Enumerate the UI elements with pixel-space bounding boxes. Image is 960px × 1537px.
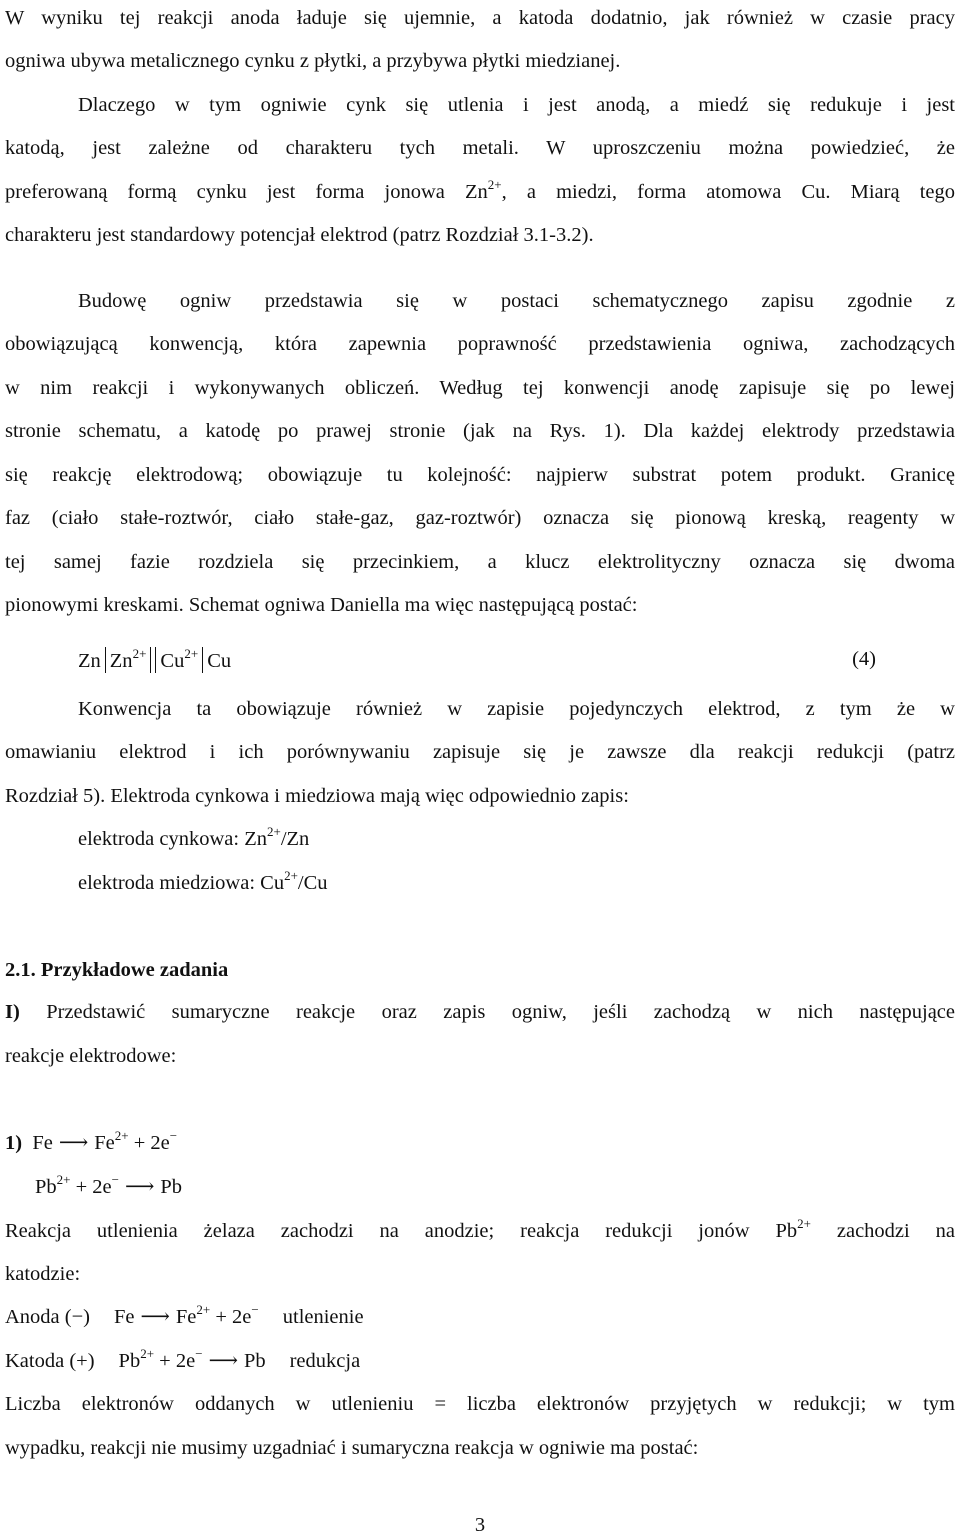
text-line: charakteru jest standardowy potencjał elektrod (patrz Rozdział 3.1-3.2). <box>5 224 594 246</box>
text-segment: elektroda cynkowa: Zn <box>78 828 267 850</box>
text-segment: ) <box>83 1306 90 1328</box>
scheme-zn: Zn <box>78 650 101 672</box>
superscript-charge: − <box>251 1302 259 1317</box>
text-segment: Przedstawić sumaryczne reakcje oraz zapis ogniw, jeśli zachodzą w nich następujące <box>19 1001 955 1023</box>
electrons: + 2e <box>75 1176 112 1198</box>
reaction-line <box>5 1128 955 1155</box>
text-segment: /Zn <box>280 828 310 850</box>
reactant: Fe <box>32 1132 53 1154</box>
superscript-charge: 2+ <box>284 868 298 883</box>
product: Fe <box>94 1132 115 1154</box>
text-line: się reakcję elektrodową; obowiązuje tu kolejność: najpierw substrat potem produkt. Granicę <box>5 464 955 486</box>
text-line <box>5 1216 955 1243</box>
reaction-line <box>35 1172 960 1199</box>
page-number: 3 <box>474 1514 486 1536</box>
scheme-cu-ion: Cu <box>160 650 185 672</box>
arrow-icon: ⟶ <box>125 1176 155 1198</box>
superscript-charge: 2+ <box>184 646 199 661</box>
text-line: omawianiu elektrod i ich porównywaniu zapisuje się je zawsze dla reakcji redukcji (patrz <box>5 741 955 763</box>
reaction-type: utlenienie <box>282 1306 364 1328</box>
text-line: faz (ciało stałe-roztwór, ciało stałe-gaz, gaz-roztwór) oznacza się pionową kreską, reagenty w <box>5 507 955 529</box>
superscript-charge: 2+ <box>266 824 281 839</box>
text-line: Budowę ogniw przedstawia się w postaci schematycznego zapisu zgodnie z <box>78 290 955 312</box>
salt-bridge <box>150 647 156 673</box>
reactant: Pb <box>35 1176 57 1198</box>
text-segment: zachodzi na <box>810 1220 955 1242</box>
superscript-charge: 2+ <box>114 1128 129 1143</box>
reactant: Fe <box>114 1306 135 1328</box>
electrons: + 2e <box>215 1306 252 1328</box>
product: Fe <box>175 1306 197 1328</box>
arrow-icon: ⟶ <box>208 1350 238 1372</box>
text-line: Rozdział 5). Elektroda cynkowa i miedziowa mają więc odpowiednio zapis: <box>5 785 629 807</box>
electrons: + 2e <box>133 1132 170 1154</box>
text-line: reakcje elektrodowe: <box>5 1045 177 1067</box>
scheme-cu: Cu <box>207 650 232 672</box>
product: Pb <box>243 1350 266 1372</box>
text-segment: Reakcja utlenienia żelaza zachodzi na anodzie; reakcja redukcji jonów Pb <box>5 1220 798 1242</box>
superscript-charge: 2+ <box>140 1346 155 1361</box>
superscript-charge: 2+ <box>196 1302 211 1317</box>
equation-number: (4) <box>852 648 876 670</box>
text-line <box>5 1000 955 1024</box>
electrode-notation <box>78 868 960 895</box>
text-line: stronie schematu, a katodę po prawej stronie (jak na Rys. 1). Dla każdej elektrody przedstawia <box>5 420 955 442</box>
text-line: obowiązującą konwencją, która zapewnia poprawność przedstawienia ogniwa, zachodzących <box>5 333 955 355</box>
text-line: katodą, jest zależne od charakteru tych metali. W uproszczeniu można powiedzieć, że <box>5 137 955 159</box>
section-heading: 2.1. Przykładowe zadania <box>5 959 229 981</box>
half-reaction-cathode <box>5 1346 955 1373</box>
phase-boundary <box>105 647 106 673</box>
text-segment: , a miedzi, forma atomowa Cu. Miarą tego <box>501 181 955 203</box>
text-segment: Anoda ( <box>5 1306 72 1328</box>
text-segment: /Cu <box>297 872 328 894</box>
superscript-charge: − <box>195 1346 203 1361</box>
product: Pb <box>160 1176 183 1198</box>
text-line: Konwencja ta obowiązuje również w zapisie pojedynczych elektrod, z tym że w <box>78 698 955 720</box>
superscript-charge: 2+ <box>797 1216 811 1231</box>
cell-scheme <box>78 647 938 673</box>
text-line: katodzie: <box>5 1263 81 1285</box>
anode-sign: − <box>71 1306 84 1328</box>
scheme-zn-ion: Zn <box>109 650 133 672</box>
superscript-charge: 2+ <box>56 1172 71 1187</box>
electrode-notation <box>78 824 960 851</box>
task-number: I) <box>5 1001 20 1023</box>
half-reaction-anode <box>5 1302 955 1329</box>
text-line: W wyniku tej reakcji anoda ładuje się ujemnie, a katoda dodatnio, jak również w czasie pracy <box>5 7 955 29</box>
arrow-icon: ⟶ <box>58 1132 89 1154</box>
superscript-charge: 2+ <box>132 646 147 661</box>
text-line: ogniwa ubywa metalicznego cynku z płytki, a przybywa płytki miedzianej. <box>5 50 621 72</box>
text-line: w nim reakcji i wykonywanych obliczeń. Według tej konwencji anodę zapisuje się po lewej <box>5 377 955 399</box>
text-line: Dlaczego w tym ogniwie cynk się utlenia i jest anodą, a miedź się redukuje i jest <box>78 94 955 116</box>
arrow-icon: ⟶ <box>140 1306 170 1328</box>
text-line <box>5 177 955 204</box>
text-segment: Katoda (+) <box>5 1350 95 1372</box>
reaction-type: redukcja <box>289 1350 361 1372</box>
superscript-charge: − <box>111 1172 120 1187</box>
reaction-number: 1) <box>5 1132 23 1154</box>
superscript-charge: 2+ <box>487 177 502 192</box>
text-segment: preferowaną formą cynku jest forma jonowa Zn <box>5 181 488 203</box>
electrons: + 2e <box>159 1350 196 1372</box>
superscript-charge: − <box>169 1128 178 1143</box>
text-line: pionowymi kreskami. Schemat ogniwa Daniella ma więc następującą postać: <box>5 594 638 616</box>
phase-boundary <box>202 647 203 673</box>
text-line: Liczba elektronów oddanych w utlenieniu = liczba elektronów przyjętych w redukcji; w tym <box>5 1393 955 1415</box>
reactant: Pb <box>118 1350 141 1372</box>
text-segment: elektroda miedziowa: Cu <box>78 872 285 894</box>
text-line: wypadku, reakcji nie musimy uzgadniać i sumaryczna reakcja w ogniwie ma postać: <box>5 1437 699 1459</box>
text-line: tej samej fazie rozdziela się przecinkiem, a klucz elektrolityczny oznacza się dwoma <box>5 551 955 573</box>
